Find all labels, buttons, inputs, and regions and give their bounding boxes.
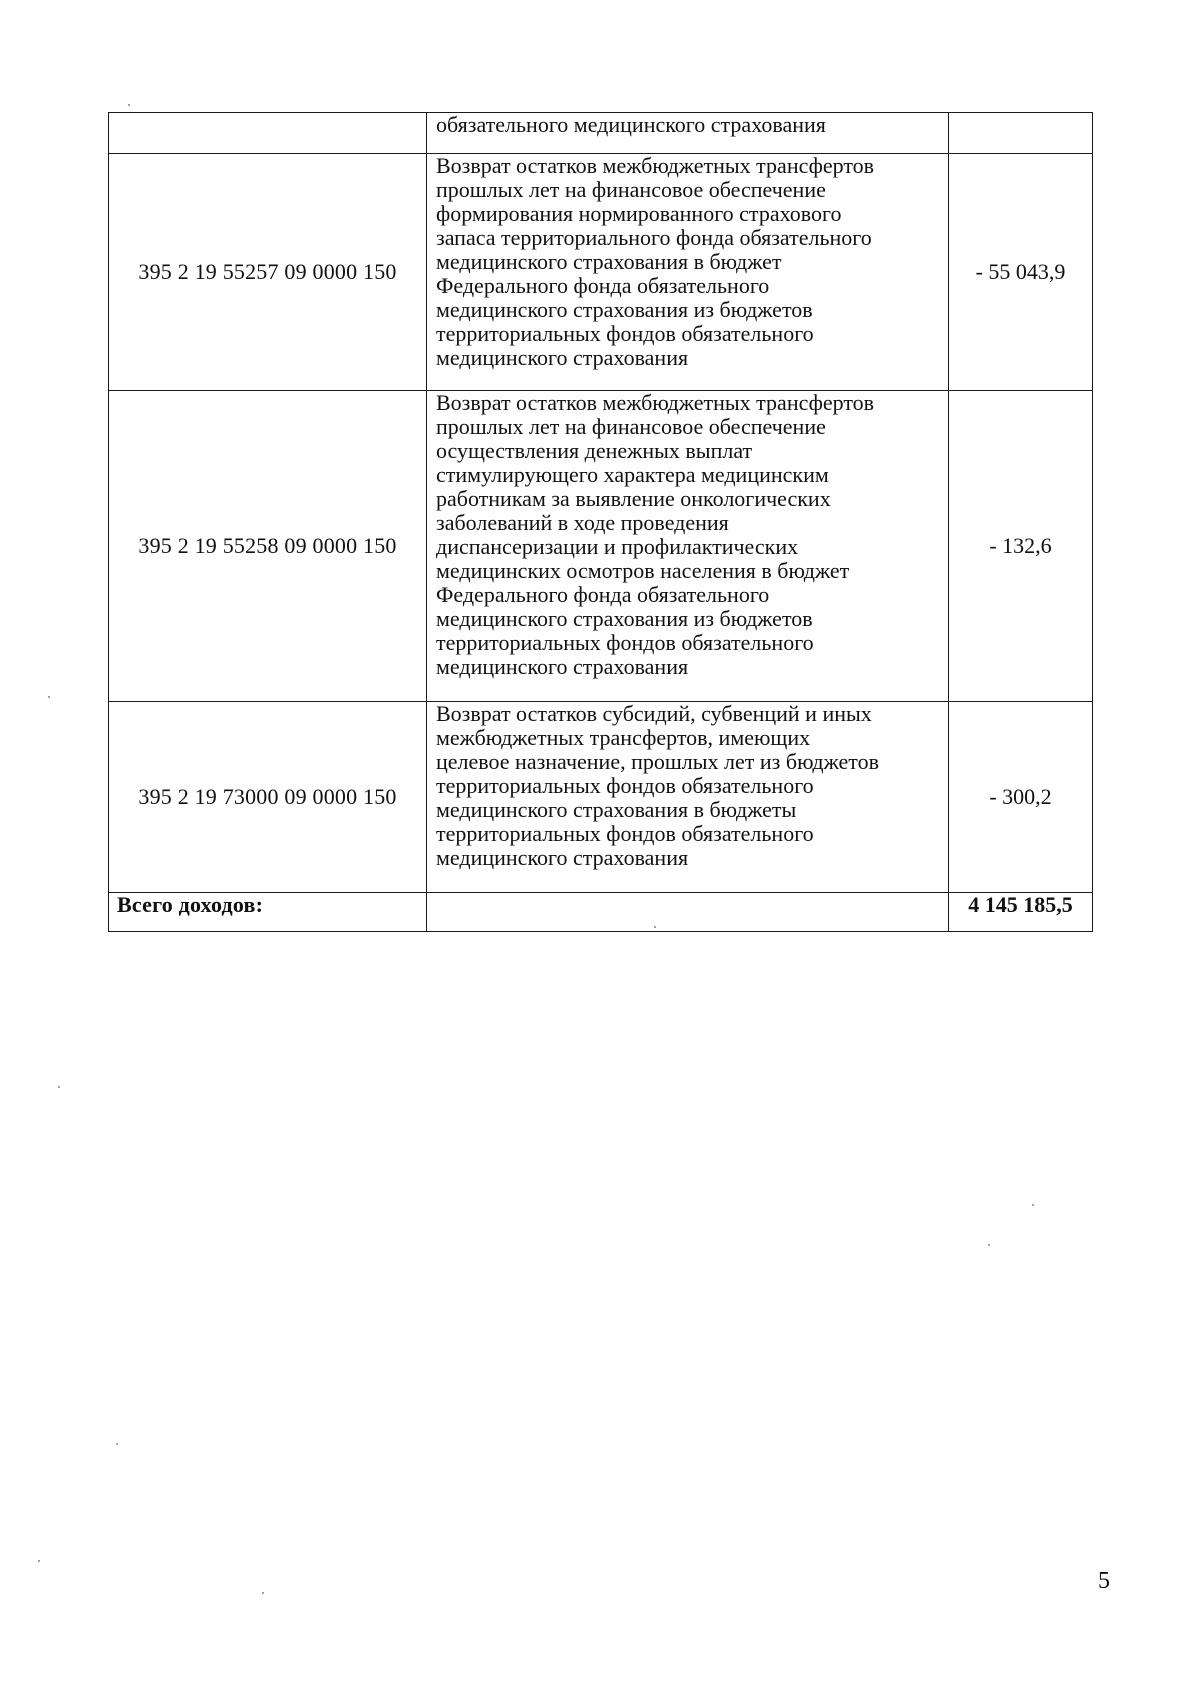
scan-speck <box>48 696 50 698</box>
name-line: территориальных фондов обязательного <box>436 821 814 846</box>
name-line: медицинских осмотров населения в бюджет <box>436 558 850 583</box>
scan-speck <box>654 926 656 928</box>
table-row <box>109 391 1093 702</box>
total-amount: 4 145 185,5 <box>949 893 1093 932</box>
scan-speck <box>128 104 130 106</box>
name-line: межбюджетных трансфертов, имеющих <box>436 725 811 750</box>
name-line: Возврат остатков межбюджетных трансфертов <box>436 390 875 415</box>
name-line: осуществления денежных выплат <box>436 438 753 463</box>
amount-cell: - 132,6 <box>949 391 1093 702</box>
scan-speck <box>116 1443 118 1445</box>
name-line: медицинского страхования <box>436 345 689 370</box>
scan-speck <box>38 1560 40 1562</box>
name-line: медицинского страхования в бюджет <box>436 249 782 274</box>
name-line: Возврат остатков межбюджетных трансфертов <box>436 153 875 178</box>
name-line: прошлых лет на финансовое обеспечение <box>436 414 826 439</box>
name-line: Возврат остатков субсидий, субвенций и иных <box>436 701 872 726</box>
amount-cell: - 55 043,9 <box>949 154 1093 391</box>
name-line: целевое назначение, прошлых лет из бюджетов <box>436 749 879 774</box>
code-cell <box>109 113 427 154</box>
name-line: медицинского страхования в бюджеты <box>436 797 797 822</box>
name-line: формирования нормированного страхового <box>436 201 842 226</box>
name-line: территориальных фондов обязательного <box>436 773 814 798</box>
name-cell <box>427 154 949 391</box>
amount-cell: - 300,2 <box>949 702 1093 893</box>
name-line: медицинского страхования <box>436 845 689 870</box>
scan-speck <box>262 1592 264 1594</box>
name-line: работникам за выявление онкологических <box>436 486 831 511</box>
name-line: медицинского страхования <box>436 654 689 679</box>
scan-speck <box>1032 1204 1034 1206</box>
name-line: Федерального фонда обязательного <box>436 582 770 607</box>
table-row <box>109 154 1093 391</box>
total-label: Всего доходов: <box>109 893 427 932</box>
table-row-continuation <box>109 113 1093 154</box>
scan-speck <box>988 1244 990 1246</box>
name-line: прошлых лет на финансовое обеспечение <box>436 177 826 202</box>
name-line: стимулирующего характера медицинским <box>436 462 829 487</box>
name-line: запаса территориального фонда обязательного <box>436 225 872 250</box>
name-cell: обязательного медицинского страхования <box>427 113 949 154</box>
total-empty-cell <box>427 893 949 932</box>
name-line: заболеваний в ходе проведения <box>436 510 729 535</box>
name-line: медицинского страхования из бюджетов <box>436 297 813 322</box>
name-line: медицинского страхования из бюджетов <box>436 606 813 631</box>
scan-speck <box>58 1086 60 1088</box>
name-line: Федерального фонда обязательного <box>436 273 770 298</box>
code-cell: 395 2 19 55258 09 0000 150 <box>109 391 427 702</box>
name-cell <box>427 702 949 893</box>
table-row <box>109 702 1093 893</box>
code-cell: 395 2 19 55257 09 0000 150 <box>109 154 427 391</box>
revenue-table <box>108 112 1093 932</box>
name-line: территориальных фондов обязательного <box>436 321 814 346</box>
page-number: 5 <box>1098 1568 1110 1594</box>
name-line: территориальных фондов обязательного <box>436 630 814 655</box>
table-row-total <box>109 893 1093 932</box>
name-line: диспансеризации и профилактических <box>436 534 799 559</box>
amount-cell <box>949 113 1093 154</box>
code-cell: 395 2 19 73000 09 0000 150 <box>109 702 427 893</box>
name-cell <box>427 391 949 702</box>
